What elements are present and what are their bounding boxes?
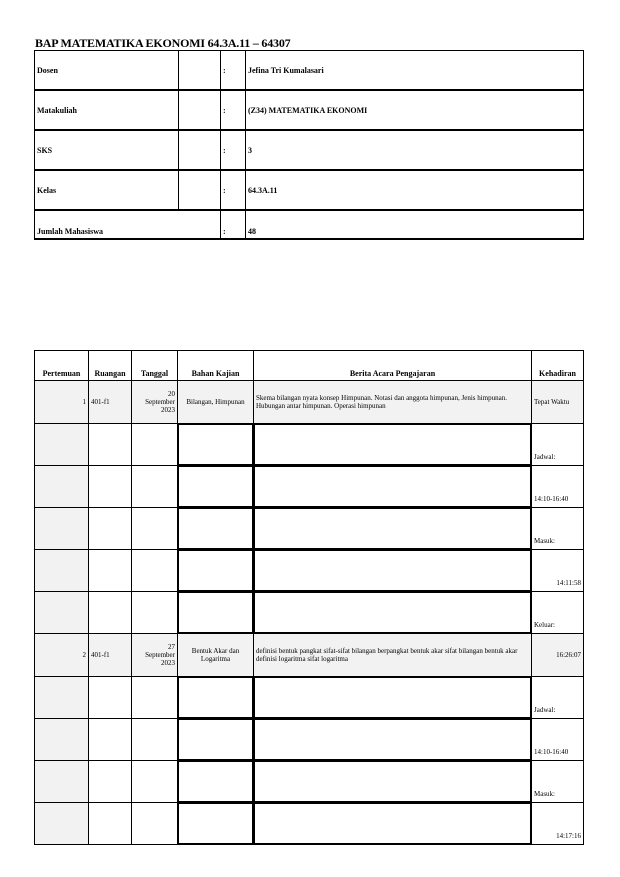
session-room: 401-f1: [89, 381, 132, 424]
attendance-masuk-label: Masuk:: [532, 761, 584, 803]
session-attendance-status: Tepat Waktu: [532, 381, 584, 424]
attendance-masuk-value: 14:11:58: [532, 550, 584, 592]
info-sep: :: [221, 130, 246, 170]
attendance-keluar-label: Keluar:: [532, 592, 584, 634]
course-info-table: [34, 50, 584, 240]
header-kehadiran: Kehadiran: [532, 351, 584, 381]
info-sep: :: [221, 90, 246, 130]
session-room: 401-f1: [89, 634, 132, 677]
header-bahan-kajian: Bahan Kajian: [178, 351, 254, 381]
session-number: 1: [35, 381, 89, 424]
attendance-masuk-value: 14:17:16: [532, 803, 584, 845]
info-value-jumlah-mahasiswa: 48: [246, 210, 584, 239]
session-report: definisi bentuk pangkat sifat-sifat bilangan berpangkat bentuk akar sifat bilangan bentuk akar definisi logaritma sifat logaritma: [254, 634, 532, 677]
table-row: [35, 719, 584, 761]
info-value-kelas: 64.3A.11: [246, 170, 584, 210]
session-date: 27 September 2023: [132, 634, 178, 677]
table-row: [35, 634, 584, 677]
session-number: 2: [35, 634, 89, 677]
table-row: [35, 424, 584, 466]
attendance-jadwal-label: Jadwal:: [532, 424, 584, 466]
info-sep: :: [221, 170, 246, 210]
info-label-sks: SKS: [35, 130, 179, 170]
table-row: [35, 592, 584, 634]
table-row: [35, 550, 584, 592]
table-row: [35, 466, 584, 508]
page-title: BAP MATEMATIKA EKONOMI 64.3A.11 – 64307: [35, 36, 291, 50]
table-row: [35, 508, 584, 550]
table-row: [35, 381, 584, 424]
table-row: [35, 761, 584, 803]
table-row: [35, 803, 584, 845]
info-value-sks: 3: [246, 130, 584, 170]
attendance-masuk-label: Masuk:: [532, 508, 584, 550]
session-date: 20 September 2023: [132, 381, 178, 424]
header-ruangan: Ruangan: [89, 351, 132, 381]
session-topic: Bentuk Akar dan Logaritma: [178, 634, 254, 677]
info-value-dosen: Jefina Tri Kumalasari: [246, 51, 584, 91]
session-report: Skema bilangan nyata konsep Himpunan. Notasi dan anggota himpunan, Jenis himpunan. Hubungan antar himpunan. Operasi himpunan: [254, 381, 532, 424]
info-label-kelas: Kelas: [35, 170, 179, 210]
table-row: [35, 677, 584, 719]
info-sep: :: [221, 51, 246, 91]
info-sep: :: [221, 210, 246, 239]
attendance-jadwal-label: Jadwal:: [532, 677, 584, 719]
session-attendance-keluar-value: 16:26:07: [532, 634, 584, 677]
header-tanggal: Tanggal: [132, 351, 178, 381]
attendance-table: [34, 350, 584, 845]
info-value-matakuliah: (Z34) MATEMATIKA EKONOMI: [246, 90, 584, 130]
header-berita-acara: Berita Acara Pengajaran: [254, 351, 532, 381]
session-topic: Bilangan, Himpunan: [178, 381, 254, 424]
info-label-jumlah-mahasiswa: Jumlah Mahasiswa: [35, 210, 221, 239]
header-pertemuan: Pertemuan: [35, 351, 89, 381]
attendance-jadwal-value: 14:10-16:40: [532, 719, 584, 761]
attendance-jadwal-value: 14:10-16:40: [532, 466, 584, 508]
info-label-matakuliah: Matakuliah: [35, 90, 179, 130]
info-label-dosen: Dosen: [35, 51, 179, 91]
